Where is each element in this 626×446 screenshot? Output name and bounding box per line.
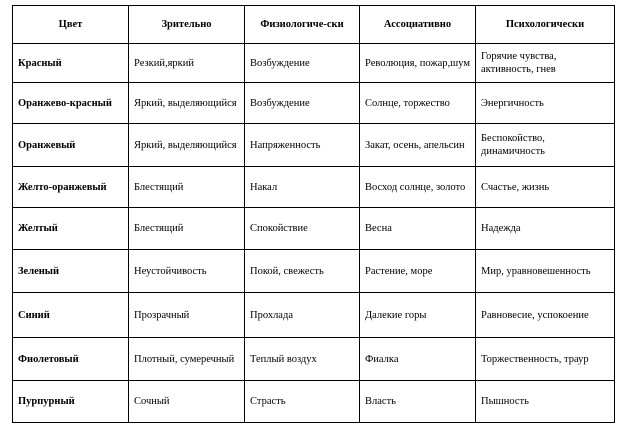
cell-associative: Восход солнце, золото [360, 167, 476, 208]
table-row [13, 250, 615, 293]
cell-color-name: Желто-оранжевый [13, 167, 129, 208]
cell-visual: Плотный, сумеречный [129, 338, 245, 381]
cell-associative: Солнце, торжество [360, 83, 476, 124]
cell-visual: Сочный [129, 381, 245, 423]
cell-color-name: Пурпурный [13, 381, 129, 423]
cell-color-name: Красный [13, 44, 129, 83]
cell-associative: Растение, море [360, 250, 476, 293]
cell-visual: Яркий, выделяющийся [129, 83, 245, 124]
cell-physiological: Накал [245, 167, 360, 208]
table-row [13, 124, 615, 167]
cell-psychological: Беспокойство, динамичность [476, 124, 615, 167]
table-row [13, 208, 615, 250]
table-row [13, 83, 615, 124]
cell-color-name: Синий [13, 293, 129, 338]
cell-visual: Резкий,яркий [129, 44, 245, 83]
cell-physiological: Покой, свежесть [245, 250, 360, 293]
cell-psychological: Горячие чувства, активность, гнев [476, 44, 615, 83]
cell-physiological: Напряженность [245, 124, 360, 167]
cell-color-name: Фиолетовый [13, 338, 129, 381]
cell-associative: Закат, осень, апельсин [360, 124, 476, 167]
table-header-row [13, 6, 615, 44]
cell-color-name: Зеленый [13, 250, 129, 293]
cell-associative: Весна [360, 208, 476, 250]
cell-physiological: Возбуждение [245, 44, 360, 83]
cell-color-name: Оранжево-красный [13, 83, 129, 124]
cell-associative: Власть [360, 381, 476, 423]
cell-physiological: Спокойствие [245, 208, 360, 250]
table-row [13, 381, 615, 423]
cell-visual: Блестящий [129, 167, 245, 208]
header-visual: Зрительно [129, 6, 245, 44]
table-row [13, 167, 615, 208]
table-row [13, 44, 615, 83]
header-associative: Ассоциативно [360, 6, 476, 44]
cell-physiological: Страсть [245, 381, 360, 423]
cell-color-name: Оранжевый [13, 124, 129, 167]
table-row [13, 338, 615, 381]
cell-physiological: Теплый воздух [245, 338, 360, 381]
cell-visual: Яркий, выделяющийся [129, 124, 245, 167]
cell-psychological: Энергичность [476, 83, 615, 124]
cell-visual: Неустойчивость [129, 250, 245, 293]
cell-psychological: Пышность [476, 381, 615, 423]
cell-psychological: Счастье, жизнь [476, 167, 615, 208]
cell-color-name: Желтый [13, 208, 129, 250]
cell-visual: Прозрачный [129, 293, 245, 338]
cell-psychological: Мир, уравновешенность [476, 250, 615, 293]
header-physiological: Физиологиче-ски [245, 6, 360, 44]
cell-psychological: Равновесие, успокоение [476, 293, 615, 338]
cell-physiological: Возбуждение [245, 83, 360, 124]
cell-associative: Далекие горы [360, 293, 476, 338]
table-row [13, 293, 615, 338]
cell-psychological: Торжественность, траур [476, 338, 615, 381]
cell-associative: Фиалка [360, 338, 476, 381]
color-associations-table [12, 5, 615, 423]
header-psychological: Психологически [476, 6, 615, 44]
cell-visual: Блестящий [129, 208, 245, 250]
cell-associative: Революция, пожар,шум [360, 44, 476, 83]
cell-psychological: Надежда [476, 208, 615, 250]
header-color: Цвет [13, 6, 129, 44]
cell-physiological: Прохлада [245, 293, 360, 338]
